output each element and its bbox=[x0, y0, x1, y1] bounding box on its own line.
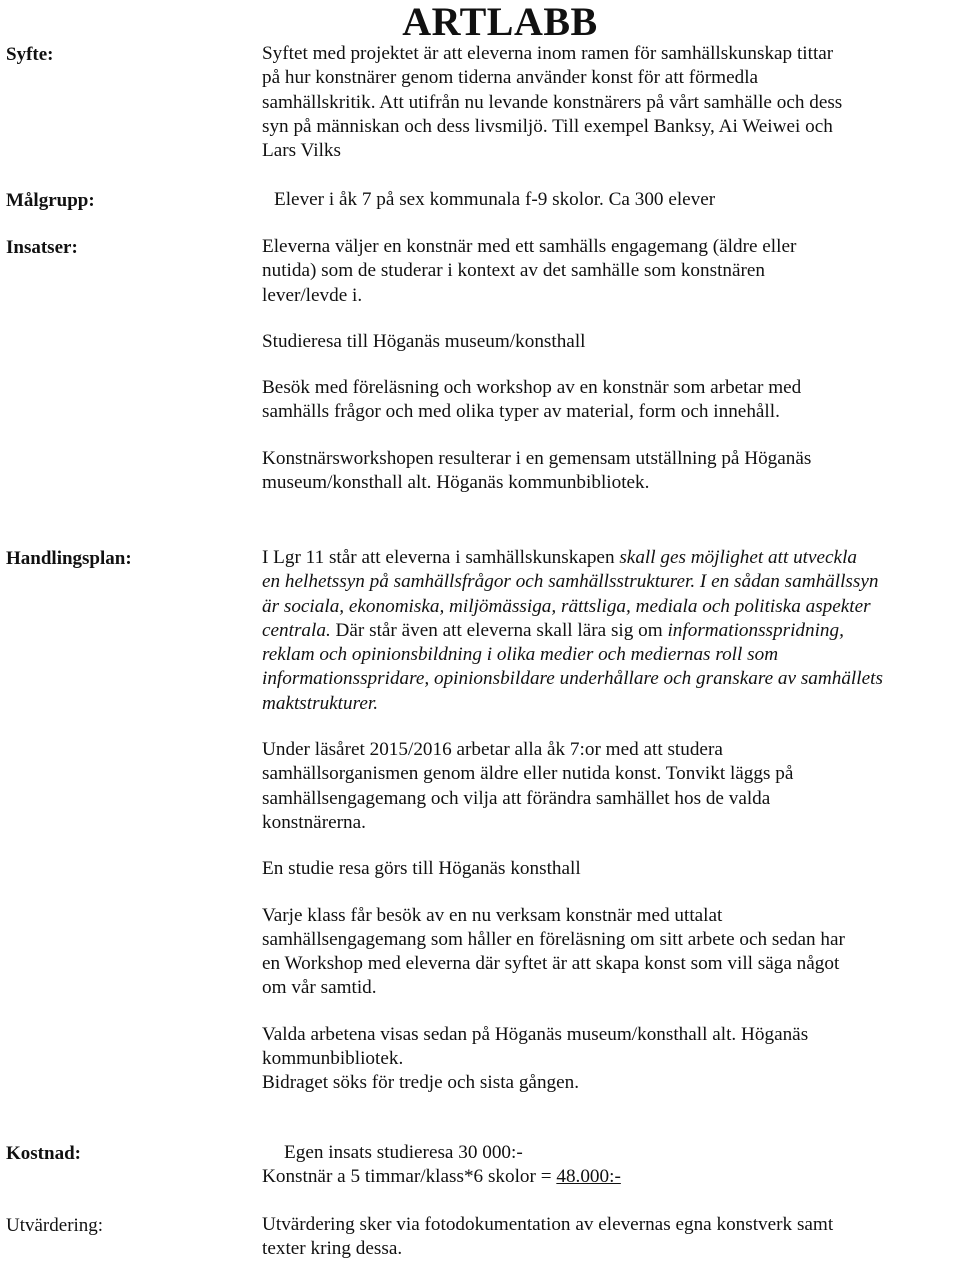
utvardering-text bbox=[262, 1213, 958, 1262]
insatser-line: lever/levde i. bbox=[262, 284, 363, 306]
handlingsplan-line: konstnärerna. bbox=[262, 811, 366, 833]
handlingsplan-line: Valda arbetena visas sedan på Höganäs museum/konsthall alt. Höganäs bbox=[262, 1023, 809, 1045]
handlingsplan-text bbox=[262, 546, 958, 1096]
handlingsplan-line: Varje klass får besök av en nu verksam konstnär med uttalat bbox=[262, 904, 723, 926]
insatser-line: samhälls frågor och med olika typer av material, form och innehåll. bbox=[262, 401, 780, 423]
utvardering-line: texter kring dessa. bbox=[262, 1238, 403, 1260]
syfte-text bbox=[262, 42, 958, 163]
italic-run: maktstrukturer. bbox=[262, 692, 379, 714]
label-kostnad: Kostnad: bbox=[6, 1143, 81, 1164]
italic-run: en helhetssyn på samhällsfrågor och samhällsstrukturer. I en sådan samhällssyn bbox=[262, 571, 879, 593]
text-run: I Lgr 11 står att eleverna i samhällskunskapen bbox=[262, 547, 620, 568]
label-utvardering: Utvärdering: bbox=[6, 1215, 104, 1236]
utvardering-line: Utvärdering sker via fotodokumentation av elevernas egna konstverk samt bbox=[262, 1214, 834, 1235]
insatser-text bbox=[262, 235, 958, 495]
label-malgrupp: Målgrupp: bbox=[6, 190, 95, 211]
italic-run: är sociala, ekonomiska, miljömässiga, rättsliga, mediala och politiska aspekter bbox=[262, 595, 871, 617]
syfte-line: Lars Vilks bbox=[262, 140, 341, 162]
insatser-line: Konstnärsworkshopen resulterar i en gemensam utställning på Höganäs bbox=[262, 447, 812, 469]
italic-run: centrala. bbox=[262, 619, 331, 641]
text-run: Där står även att eleverna skall lära sig om bbox=[330, 619, 668, 641]
italic-run: informationsspridare, opinionsbildare underhållare och granskare av samhällets bbox=[262, 668, 883, 690]
label-handlingsplan: Handlingsplan: bbox=[6, 548, 132, 569]
italic-run: mediernas roll som bbox=[630, 644, 779, 666]
malgrupp-text bbox=[262, 188, 958, 212]
handlingsplan-line: kommunbibliotek. bbox=[262, 1048, 404, 1070]
handlingsplan-line: Bidraget söks för tredje och sista gången. bbox=[262, 1072, 580, 1094]
kostnad-text bbox=[262, 1141, 958, 1190]
syfte-line: på hur konstnärer genom tiderna använder konst för att förmedla bbox=[262, 67, 759, 89]
handlingsplan-line: En studie resa görs till Höganäs konsthall bbox=[262, 858, 581, 880]
kostnad-line: Egen insats studieresa 30 000:- bbox=[284, 1142, 523, 1163]
text-run: Konstnär a 5 timmar/klass*6 skolor = bbox=[262, 1166, 557, 1188]
insatser-line: museum/konsthall alt. Höganäs kommunbibliotek. bbox=[262, 472, 650, 494]
italic-run: informationsspridning, bbox=[667, 619, 844, 641]
insatser-line: nutida) som de studerar i kontext av det samhälle som konstnären bbox=[262, 260, 766, 282]
italic-run: skall ges möjlighet att utveckla bbox=[619, 547, 857, 568]
syfte-line: syn på människan och dess livsmiljö. Till exempel Banksy, Ai Weiwei och bbox=[262, 115, 833, 137]
insatser-line: Besök med föreläsning och workshop av en konstnär som arbetar med bbox=[262, 377, 802, 399]
handlingsplan-paragraph bbox=[262, 546, 958, 716]
handlingsplan-line: samhällsengagemang som håller en föreläsning om sitt arbete och sedan har bbox=[262, 928, 845, 950]
malgrupp-line: Elever i åk 7 på sex kommunala f-9 skolor. Ca 300 elever bbox=[274, 189, 716, 210]
kostnad-amount: 48.000:- bbox=[556, 1166, 621, 1188]
handlingsplan-line: samhällsorganismen genom äldre eller nutida konst. Tonvikt läggs på bbox=[262, 763, 794, 785]
insatser-line: Studieresa till Höganäs museum/konsthall bbox=[262, 330, 586, 352]
handlingsplan-line: om vår samtid. bbox=[262, 977, 377, 999]
kostnad-line bbox=[262, 1165, 958, 1189]
syfte-line: samhällskritik. Att utifrån nu levande konstnärers på vårt samhälle och dess bbox=[262, 91, 843, 113]
label-syfte: Syfte: bbox=[6, 44, 54, 65]
syfte-line: Syftet med projektet är att eleverna inom ramen för samhällskunskap tittar bbox=[262, 43, 834, 64]
label-insatser: Insatser: bbox=[6, 237, 78, 258]
document-title: ARTLABB bbox=[402, 0, 598, 44]
italic-run: reklam och opinionsbildning i olika medier och bbox=[262, 644, 631, 666]
handlingsplan-line: en Workshop med eleverna där syftet är att skapa konst som vill säga något bbox=[262, 953, 840, 975]
handlingsplan-line: samhällsengagemang och vilja att förändra samhället hos de valda bbox=[262, 787, 771, 809]
handlingsplan-line: Under läsåret 2015/2016 arbetar alla åk 7:or med att studera bbox=[262, 739, 723, 761]
insatser-line: Eleverna väljer en konstnär med ett samhälls engagemang (äldre eller bbox=[262, 236, 797, 257]
